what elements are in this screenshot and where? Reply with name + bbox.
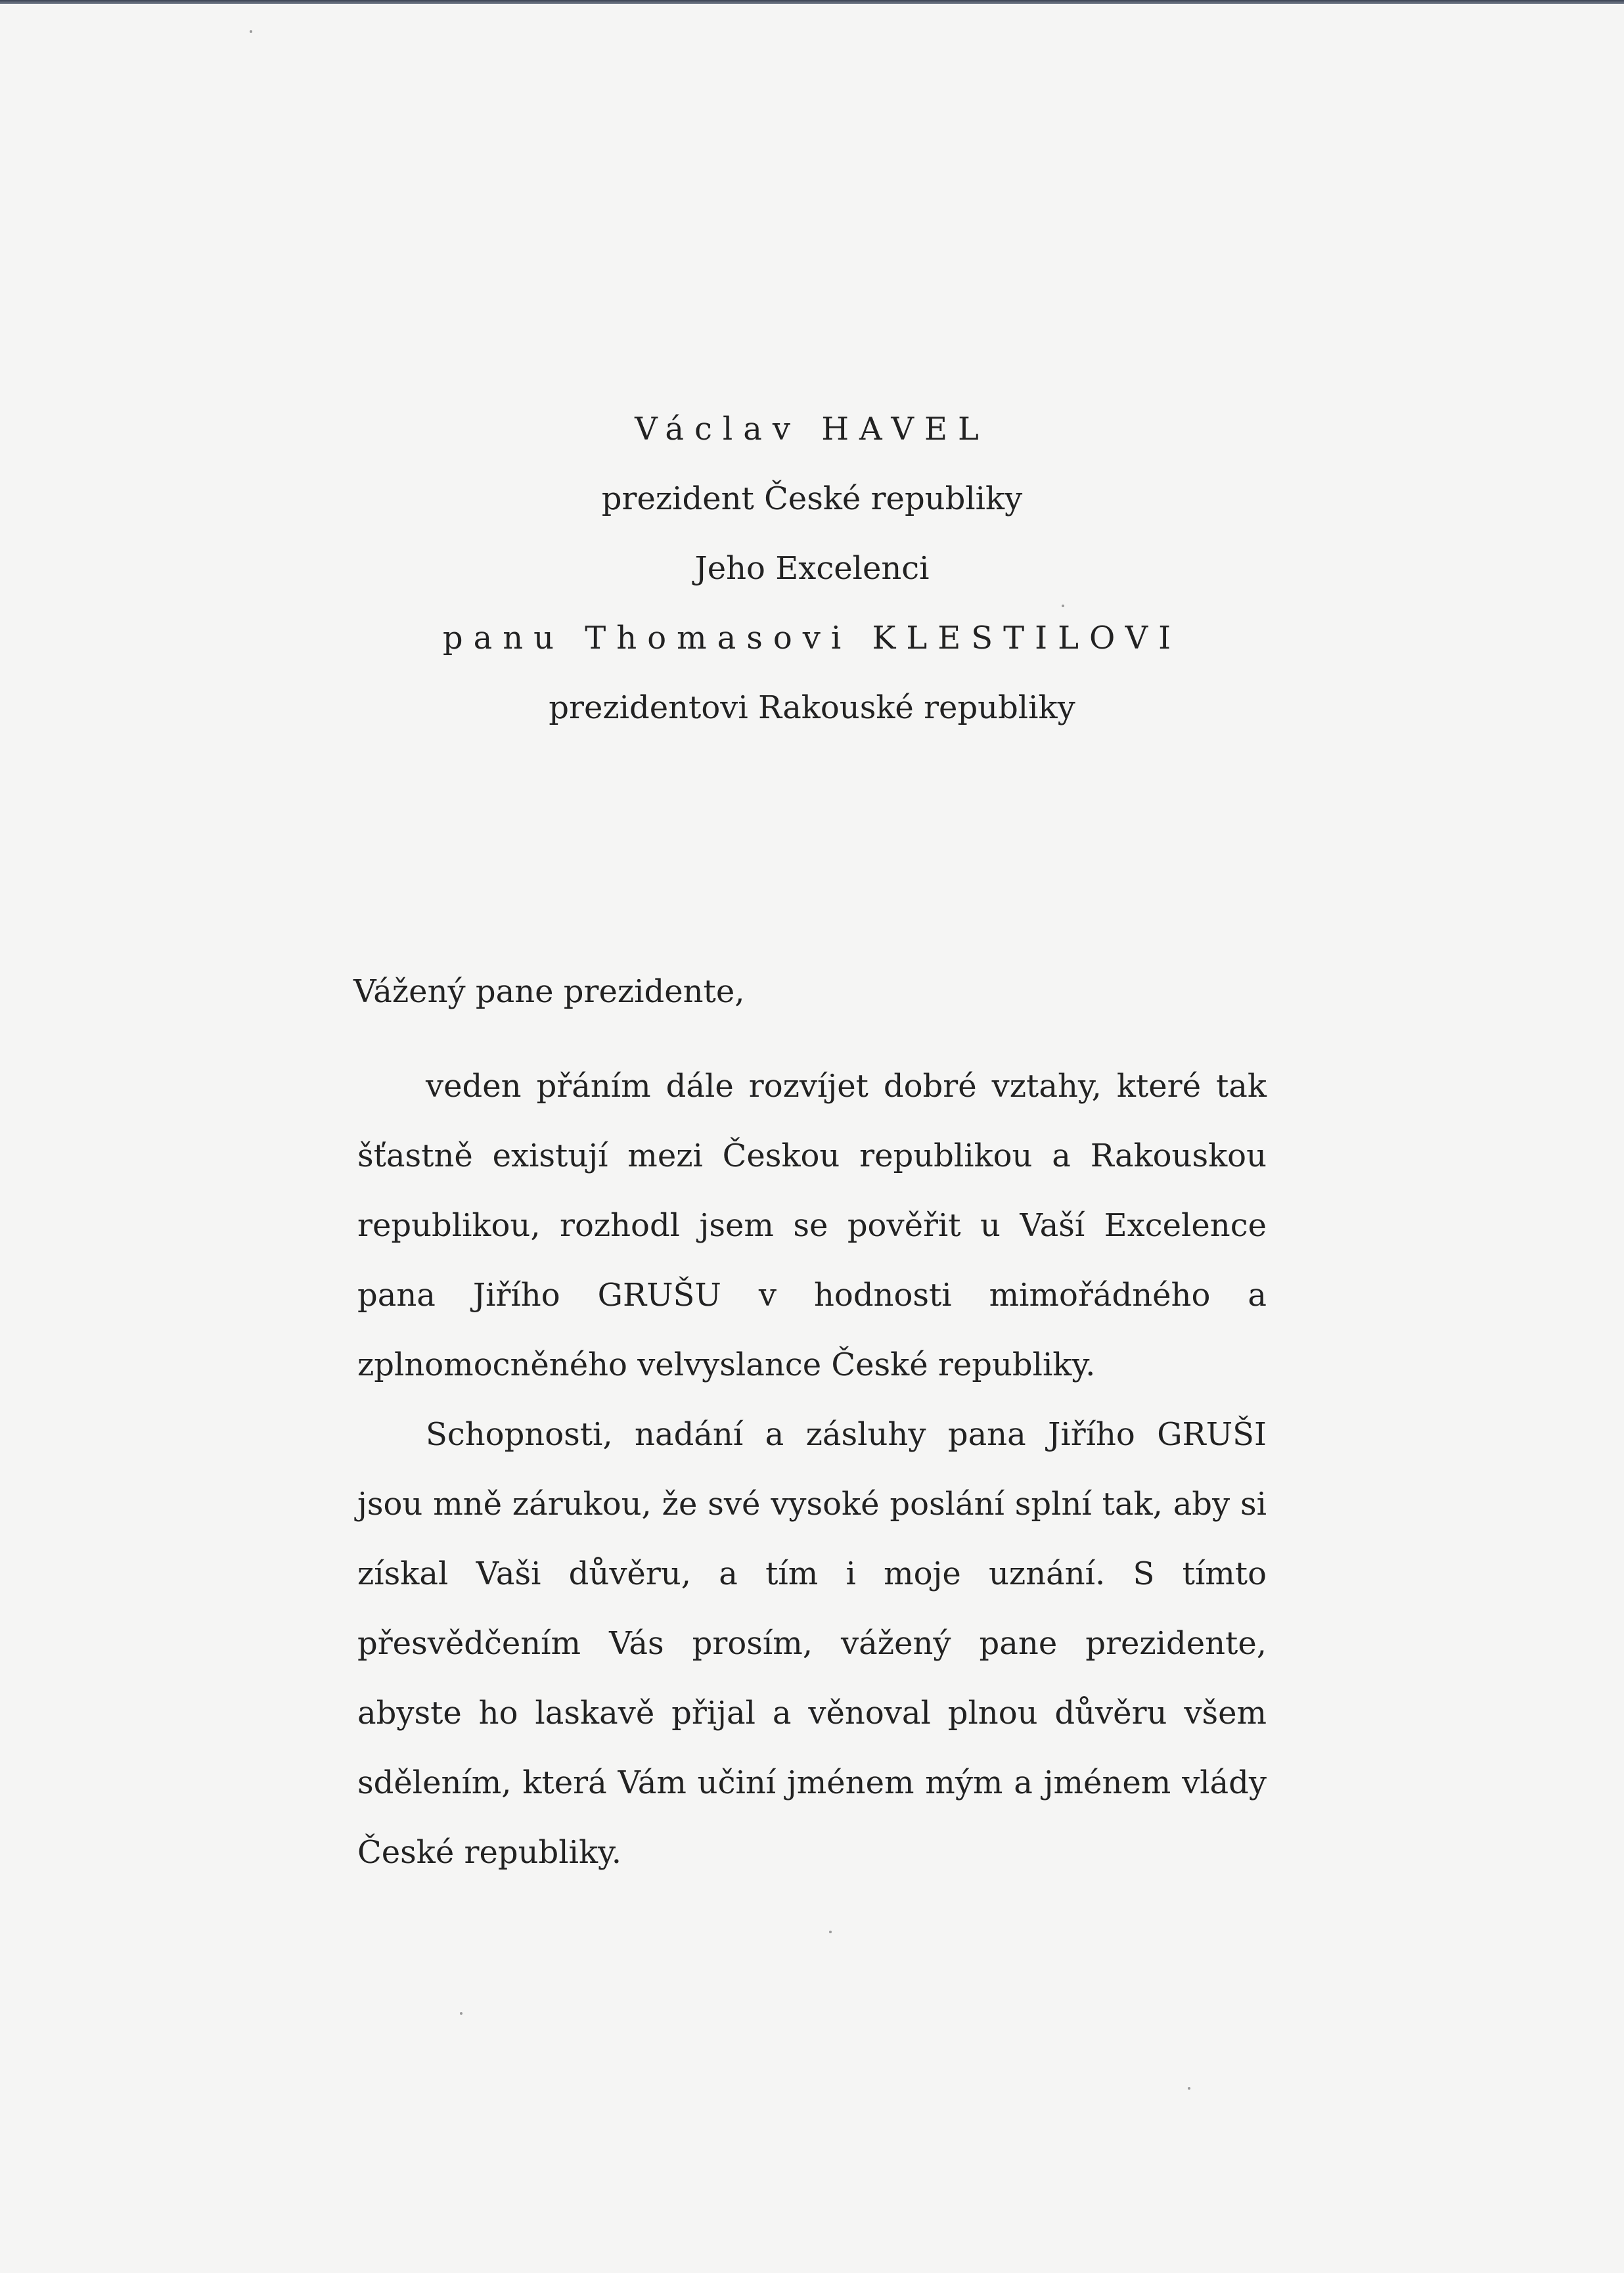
sender-name: Václav HAVEL — [635, 411, 989, 448]
addressee-title: prezidentovi Rakouské republiky — [549, 689, 1075, 726]
scan-speck — [250, 30, 252, 33]
scan-speck — [1188, 2087, 1190, 2090]
letter-body — [357, 1051, 1267, 1887]
addressee-honorific: Jeho Excelenci — [694, 550, 930, 587]
scan-top-edge — [0, 0, 1624, 4]
body-paragraph: Schopnosti, nadání a zásluhy pana Jiřího GRUŠI jsou mně zárukou, že své vysoké poslání splní tak, aby si získal Vaši důvěru, a tím i moje uznání. S tímto přesvědčením Vás prosím, vážený pane prezidente, abyste ho laskavě přijal a věnoval plnou důvěru všem sdělením, která Vám učiní jménem mým a jménem vlády České republiky. — [357, 1416, 1267, 1871]
letter-header — [0, 394, 1624, 743]
scan-speck — [460, 2012, 462, 2015]
salutation: Vážený pane prezidente, — [353, 973, 745, 1010]
addressee-name: panu Thomasovi KLESTILOVI — [442, 620, 1182, 656]
scan-speck — [829, 1931, 832, 1933]
sender-title: prezident České republiky — [601, 480, 1023, 517]
body-paragraph: veden přáním dále rozvíjet dobré vztahy, které tak šťastně existují mezi Českou republikou a Rakouskou republikou, rozhodl jsem se pověřit u Vaší Excelence pana Jiřího GRUŠU v hodnosti mimořádného a zplnomocněného velvyslance České republiky. — [357, 1068, 1267, 1383]
